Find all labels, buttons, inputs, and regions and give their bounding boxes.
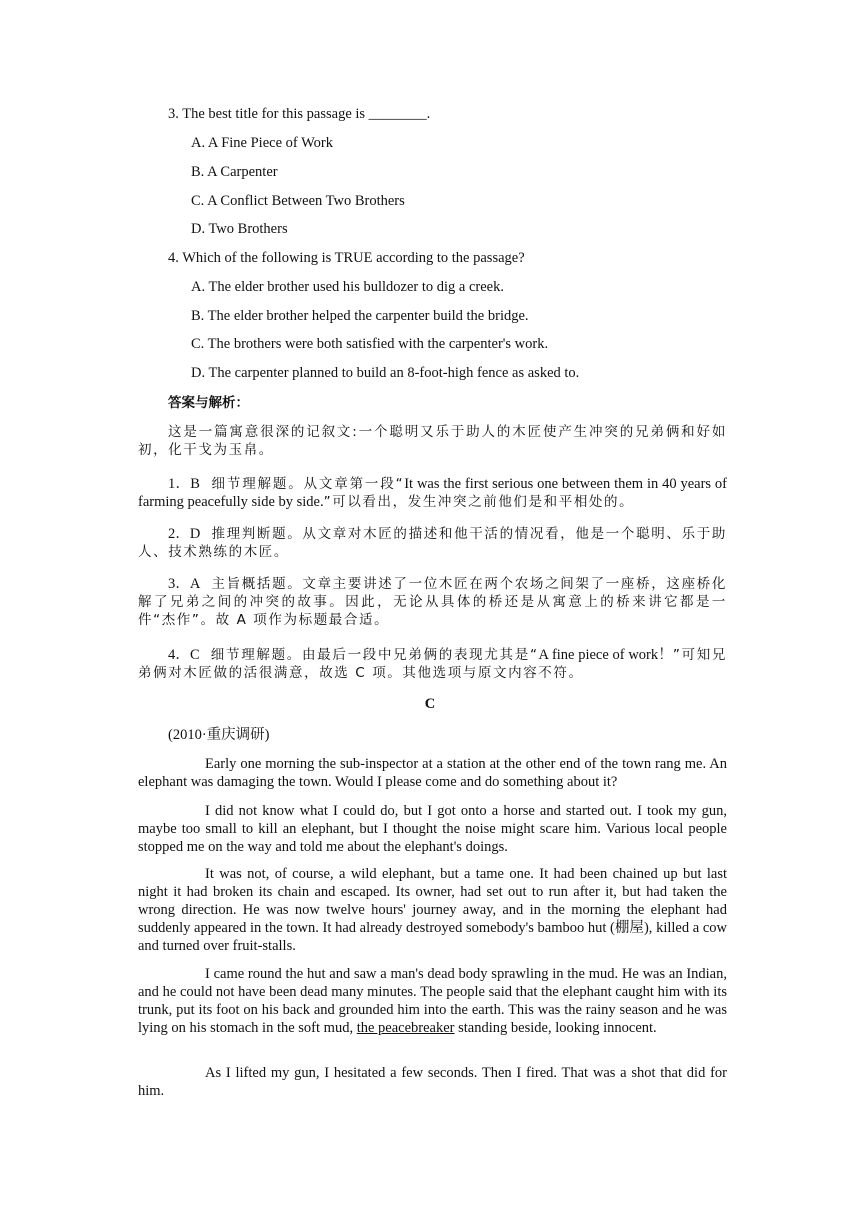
underlined-phrase: the peacebreaker <box>356 1020 455 1036</box>
passage-paragraph: As I lifted my gun, I hesitated a few seconds. Then I fired. That was a shot that did for him. <box>138 1065 727 1099</box>
question-4-stem: 4. Which of the following is TRUE according to the passage? <box>168 250 525 266</box>
question-3-stem: 3. The best title for this passage is ________. <box>168 106 431 122</box>
passage-paragraph: Early one morning the sub-inspector at a station at the other end of the town rang me. An elephant was damaging the town. Would I please come and do something about it? <box>138 756 727 790</box>
passage-paragraph: I did not know what I could do, but I got onto a horse and started out. I took my gun, maybe too small to kill an elephant, but I thought the noise might scare him. Various local people stopped me on the way and told me about the elephant's doings. <box>138 803 727 855</box>
passage-source: (2010·重庆调研) <box>168 727 270 743</box>
answer-item-3: 3．A 主旨概括题。文章主要讲述了一位木匠在两个农场之间架了一座桥，这座桥化解了兄弟之间的冲突的故事。因此，无论从具体的桥还是从寓意上的桥来讲它都是一件“杰作”。故 A 项作为标题最合适。 <box>138 576 727 628</box>
passage-paragraph: It was not, of course, a wild elephant, but a tame one. It had been chained up but last night it had broken its chain and escaped. Its owner, had set out to run after it, but had taken the wrong direction. He was now twelve hours' journey away, and in the morning the elephant had suddenly appeared in the town. It had already destroyed somebody's bamboo hut (棚屋), killed a cow and turned over fruit-stalls. <box>138 866 727 954</box>
question-3-option-a: A. A Fine Piece of Work <box>191 135 333 151</box>
question-4-option-d: D. The carpenter planned to build an 8-foot-high fence as asked to. <box>191 365 580 381</box>
answers-heading: 答案与解析： <box>168 395 249 411</box>
question-4-option-b: B. The elder brother helped the carpenter build the bridge. <box>191 308 529 324</box>
question-3-option-b: B. A Carpenter <box>191 164 278 180</box>
passage-paragraph: I came round the hut and saw a man's dead body sprawling in the mud. He was an Indian, and he could not have been dead many minutes. The people said that the elephant caught him with its trunk, put its foot on his back and grounded him into the earth. This was the rainy season and he was lying on his stomach in the soft mud, the peacebreaker standing beside, looking innocent. <box>138 966 727 1036</box>
question-3-option-d: D. Two Brothers <box>191 221 288 237</box>
section-letter: C <box>424 696 436 712</box>
question-3-option-c: C. A Conflict Between Two Brothers <box>191 193 405 209</box>
answer-item-1: 1．B 细节理解题。从文章第一段“It was the first serious one between them in 40 years of farming peacefully side by side.”可以看出，发生冲突之前他们是和平相处的。 <box>138 476 728 510</box>
question-4-option-c: C. The brothers were both satisfied with the carpenter's work. <box>191 336 549 352</box>
answer-item-4: 4．C 细节理解题。由最后一段中兄弟俩的表现尤其是“A fine piece of work！”可知兄弟俩对木匠做的活很满意，故选 C 项。其他选项与原文内容不符。 <box>138 647 727 681</box>
question-4-option-a: A. The elder brother used his bulldozer to dig a creek. <box>191 279 504 295</box>
answers-intro: 这是一篇寓意很深的记叙文:一个聪明又乐于助人的木匠使产生冲突的兄弟俩和好如初，化干戈为玉帛。 <box>138 424 727 458</box>
answer-item-2: 2．D 推理判断题。从文章对木匠的描述和他干活的情况看，他是一个聪明、乐于助人、技术熟练的木匠。 <box>138 526 727 560</box>
